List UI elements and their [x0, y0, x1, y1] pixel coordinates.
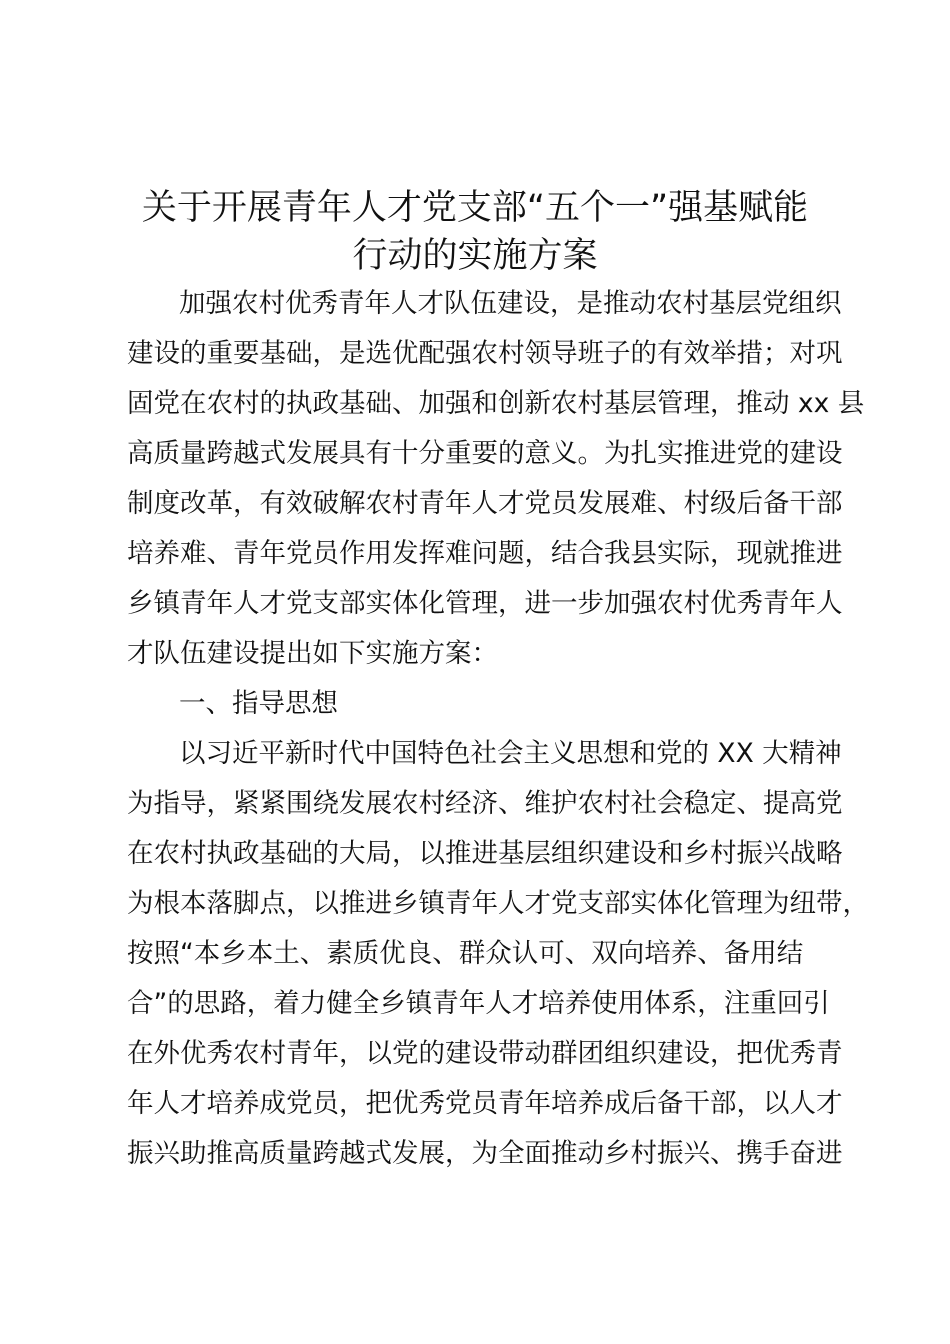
paragraph-line: 建设的重要基础，是选优配强农村领导班子的有效举措；对巩: [127, 338, 843, 369]
paragraph-line: 为指导，紧紧围绕发展农村经济、维护农村社会稳定、提高党: [127, 788, 843, 819]
paragraph-line: 在外优秀农村青年，以党的建设带动群团组织建设，把优秀青: [127, 1038, 843, 1069]
paragraph-line: 以习近平新时代中国特色社会主义思想和党的 XX 大精神: [179, 738, 842, 769]
paragraph-line: 合”的思路，着力健全乡镇青年人才培养使用体系，注重回引: [127, 988, 830, 1019]
paragraph-line: 在农村执政基础的大局，以推进基层组织建设和乡村振兴战略: [127, 838, 843, 869]
section-heading: 一、指导思想: [179, 688, 338, 719]
paragraph-line: 培养难、青年党员作用发挥难问题，结合我县实际，现就推进: [127, 538, 843, 569]
paragraph-line: 乡镇青年人才党支部实体化管理，进一步加强农村优秀青年人: [127, 588, 843, 619]
paragraph-line: 高质量跨越式发展具有十分重要的意义。为扎实推进党的建设: [127, 438, 843, 469]
paragraph-line: 才队伍建设提出如下实施方案：: [127, 638, 498, 669]
paragraph-line: 加强农村优秀青年人才队伍建设，是推动农村基层党组织: [179, 288, 842, 319]
paragraph-line: 年人才培养成党员，把优秀党员青年培养成后备干部，以人才: [127, 1088, 843, 1119]
document-title-line-1: 关于开展青年人才党支部“五个一”强基赋能: [141, 188, 809, 228]
document-title-line-2: 行动的实施方案: [352, 236, 598, 276]
paragraph-line: 为根本落脚点，以推进乡镇青年人才党支部实体化管理为纽带，: [127, 888, 869, 919]
paragraph-line: 固党在农村的执政基础、加强和创新农村基层管理，推动 xx 县: [127, 388, 865, 419]
paragraph-line: 按照“本乡本土、素质优良、群众认可、双向培养、备用结: [127, 938, 804, 969]
paragraph-line: 振兴助推高质量跨越式发展，为全面推动乡村振兴、携手奋进: [127, 1138, 843, 1169]
paragraph-line: 制度改革，有效破解农村青年人才党员发展难、村级后备干部: [127, 488, 843, 519]
